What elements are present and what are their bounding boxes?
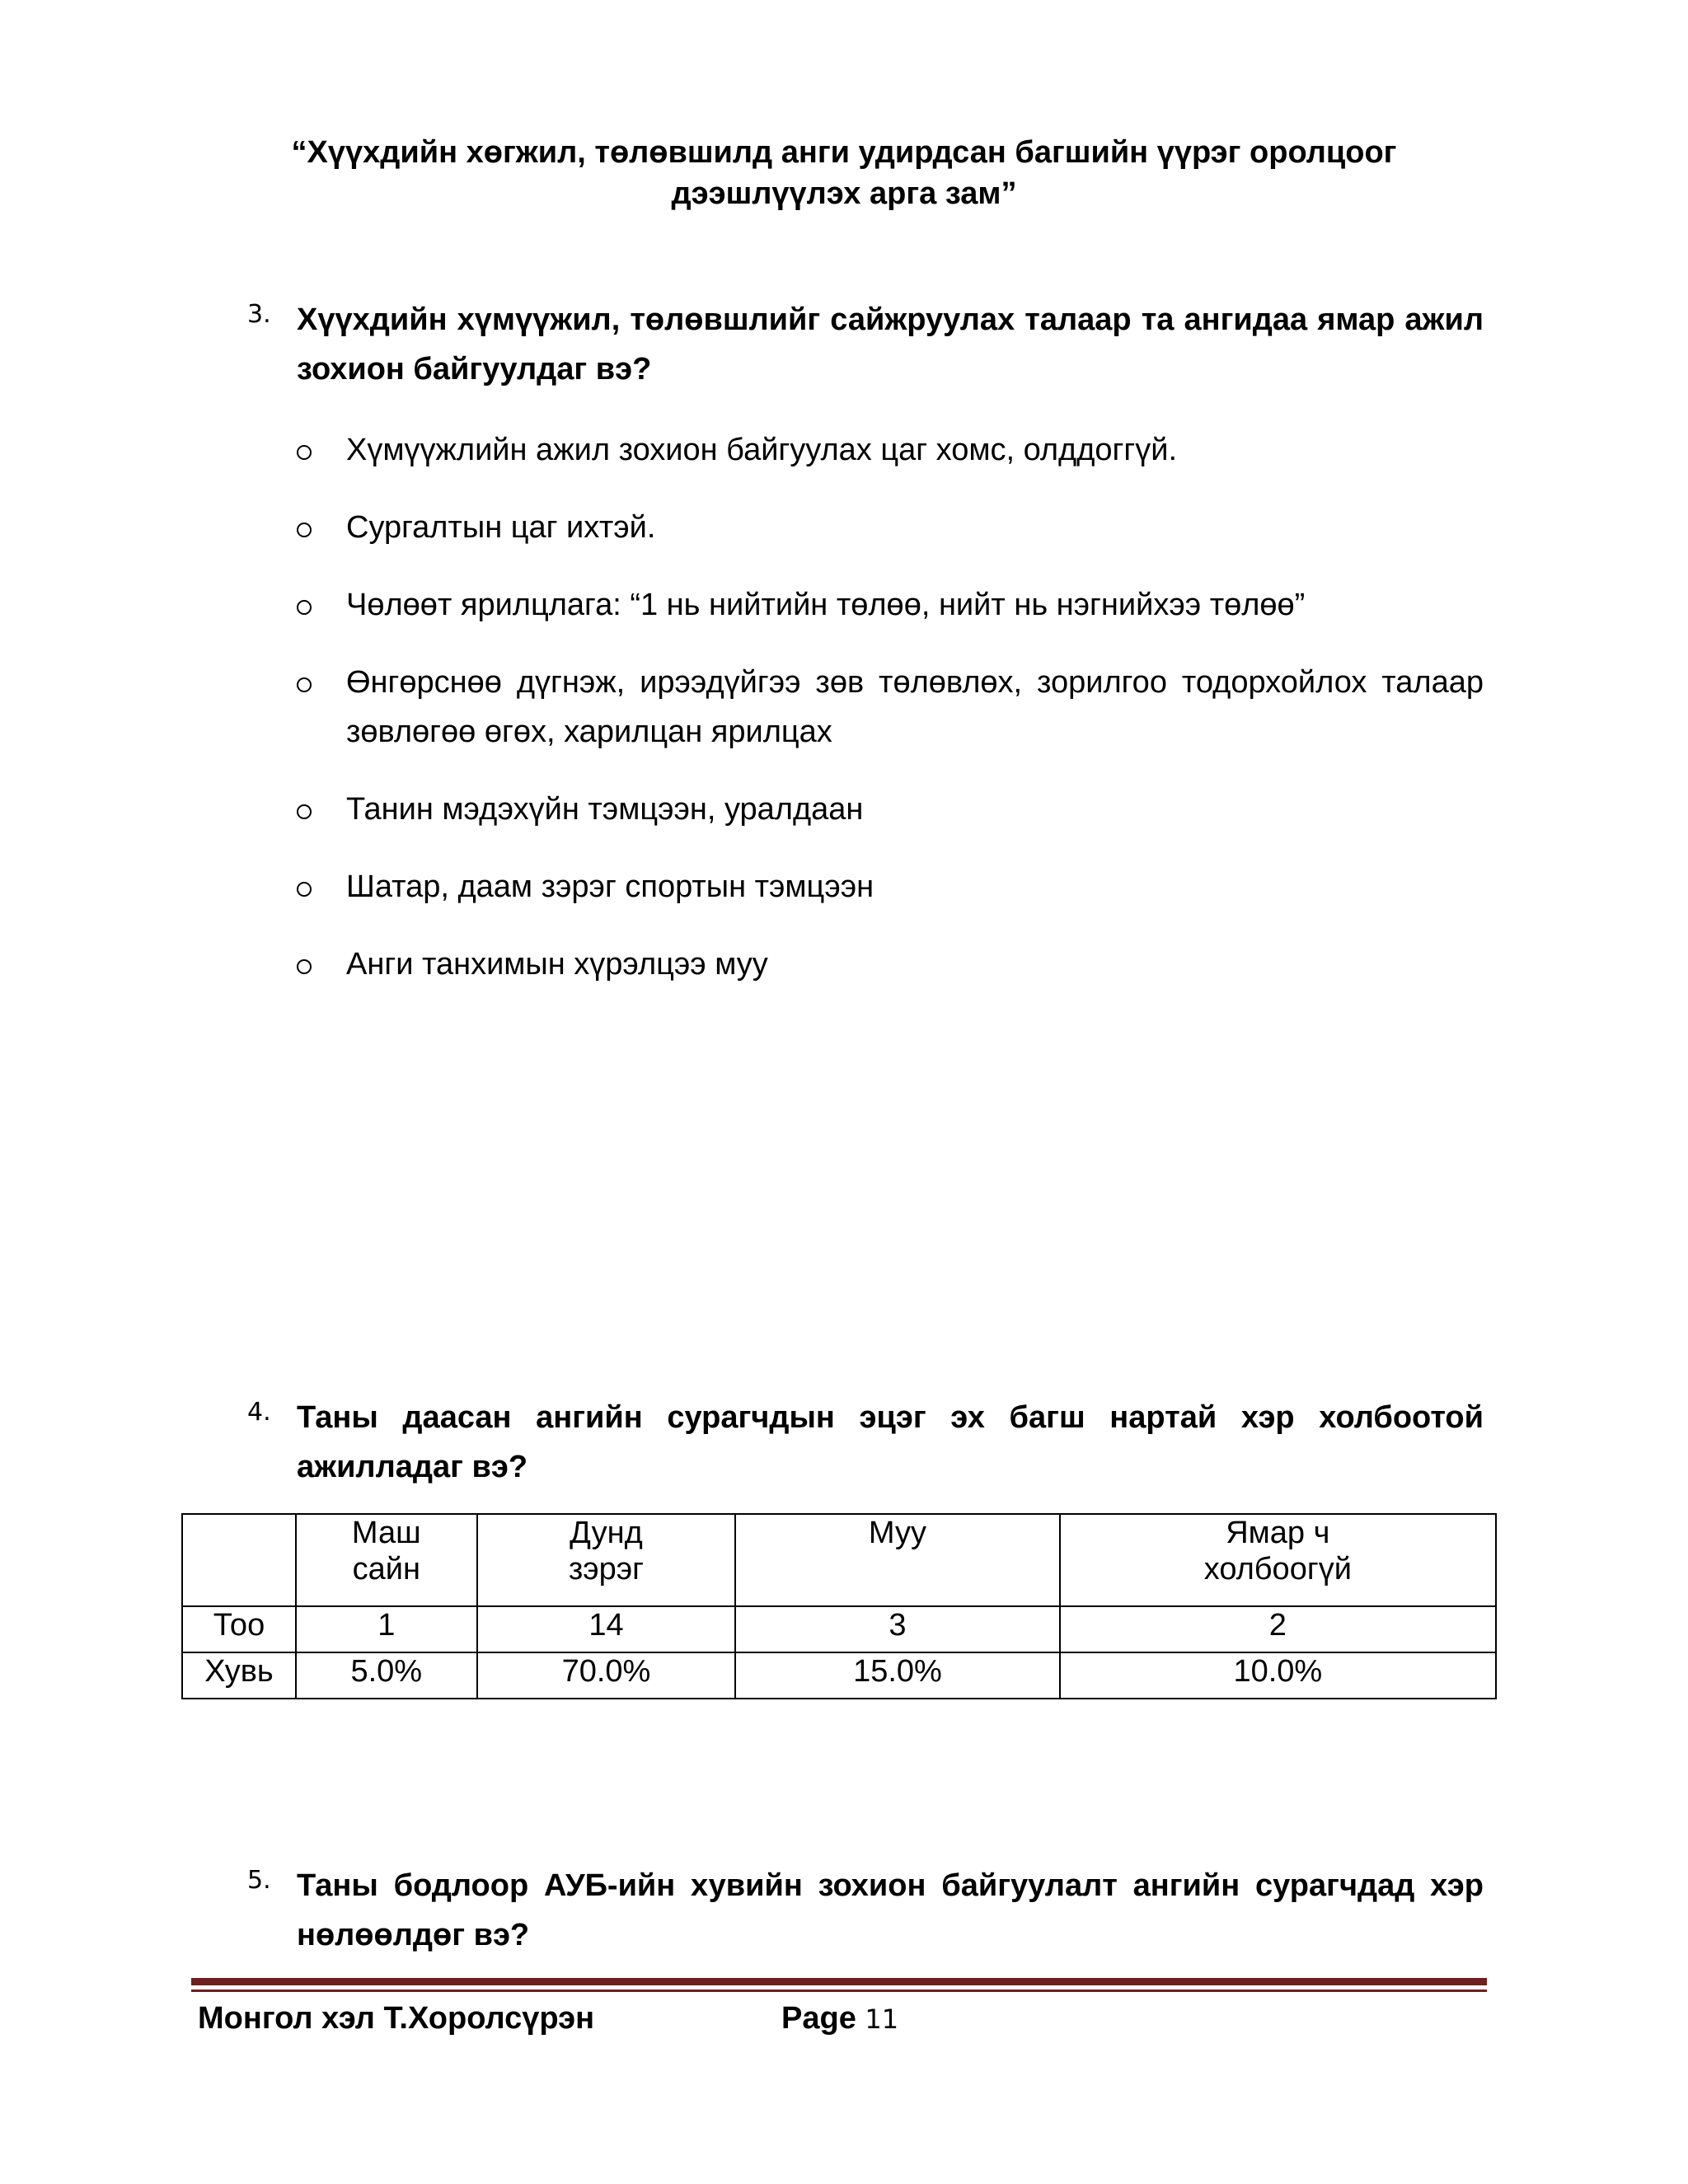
document-title-line-1: “Хүүхдийн хөгжил, төлөвшилд анги удирдсан багшийн үүрэг оролцоог: [291, 135, 1397, 170]
circle-bullet-icon: [297, 445, 312, 460]
results-table: [181, 1513, 1497, 1699]
list-item-text: Сургалтын цаг ихтэй.: [346, 510, 656, 545]
footer-rule-thick: [191, 1978, 1487, 1985]
table-header-cell: Муу: [735, 1514, 1059, 1606]
table-header-cell: Маш сайн: [296, 1514, 477, 1606]
table-cell: 10.0%: [1060, 1652, 1496, 1699]
footer-rule-thin: [191, 1990, 1487, 1992]
question-text: Хүүхдийн хүмүүжил, төлөвшлийг сайжруулах талаар та ангидаа ямар ажил зохион байгуулдаг вэ?: [297, 302, 1484, 387]
list-item: [297, 425, 1484, 475]
table-header-cell: Ямар ч холбоогүй: [1060, 1514, 1496, 1606]
circle-bullet-icon: [297, 523, 312, 537]
list-item: [297, 580, 1484, 630]
circle-bullet-icon: [297, 804, 312, 819]
question-text: Таны бодлоор АУБ-ийн хувийн зохион байгуулалт ангийн сурагчдад хэр нөлөөлдөг вэ?: [297, 1868, 1484, 1952]
answer-list: [297, 425, 1484, 1017]
table-cell: 3: [735, 1606, 1059, 1652]
table-cell: 2: [1060, 1606, 1496, 1652]
footer-page-number: 11: [865, 2004, 899, 2035]
table-row: [182, 1652, 1496, 1699]
list-item-text: Шатар, даам зэрэг спортын тэмцээн: [346, 869, 874, 904]
footer-author: Монгол хэл Т.Хоролсүрэн: [198, 2001, 595, 2036]
question-number: 5.: [247, 1866, 271, 1895]
list-item-text: Анги танхимын хүрэлцээ муу: [346, 947, 768, 982]
list-item: [297, 658, 1484, 757]
document-title-line-2: дээшлүүлэх арга зам”: [671, 176, 1017, 211]
table-row: [182, 1606, 1496, 1652]
question-3: [247, 295, 1484, 394]
question-number: 3.: [247, 300, 271, 329]
list-item-text: Чөлөөт ярилцлага: “1 нь нийтийн төлөө, нийт нь нэгнийхээ төлөө”: [346, 588, 1306, 622]
table-cell: 1: [296, 1606, 477, 1652]
list-item: [297, 862, 1484, 912]
table-row-label: Тоо: [182, 1606, 296, 1652]
table-cell: 15.0%: [735, 1652, 1059, 1699]
list-item-text: Танин мэдэхүйн тэмцээн, уралдаан: [346, 792, 864, 827]
table-header-cell: [182, 1514, 296, 1606]
table-row-label: Хувь: [182, 1652, 296, 1699]
question-text: Таны даасан ангийн сурагчдын эцэг эх багш нартай хэр холбоотой ажилладаг вэ?: [297, 1400, 1484, 1484]
list-item: [297, 785, 1484, 834]
document-title: [0, 132, 1688, 214]
table-header-cell: Дунд зэрэг: [477, 1514, 736, 1606]
question-5: [247, 1861, 1484, 1960]
list-item-text: Өнгөрснөө дүгнэж, ирээдүйгээ зөв төлөвлөх, зорилгоо тодорхойлох талаар зөвлөгөө өгөх, харилцан ярилцах: [346, 665, 1484, 749]
footer-page-label: Page: [781, 2001, 856, 2036]
table-cell: 70.0%: [477, 1652, 736, 1699]
footer-page: [781, 1998, 898, 2040]
circle-bullet-icon: [297, 677, 312, 692]
question-number: 4.: [247, 1398, 271, 1427]
table-cell: 5.0%: [296, 1652, 477, 1699]
circle-bullet-icon: [297, 600, 312, 615]
circle-bullet-icon: [297, 882, 312, 897]
list-item-text: Хүмүүжлийн ажил зохион байгуулах цаг хомс, олддоггүй.: [346, 433, 1178, 467]
list-item: [297, 503, 1484, 552]
question-4: [247, 1393, 1484, 1492]
list-item: [297, 940, 1484, 989]
table-header-row: [182, 1514, 1496, 1606]
circle-bullet-icon: [297, 959, 312, 974]
table-cell: 14: [477, 1606, 736, 1652]
